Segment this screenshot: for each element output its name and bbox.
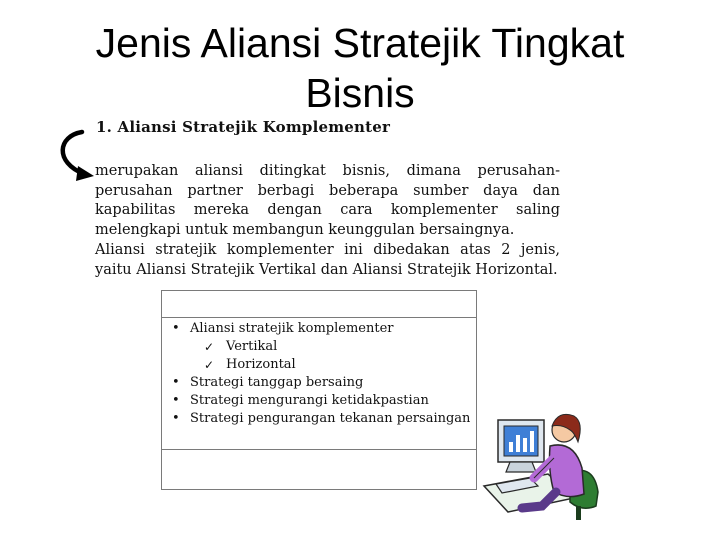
bullet-icon: •: [172, 321, 180, 336]
paragraph-types: Aliansi stratejik komplementer ini dibedakan atas 2 jenis, yaitu Aliansi Stratejik Vertikal dan Aliansi Stratejik Horizontal.: [95, 242, 560, 278]
list-item: [168, 320, 474, 338]
list-item-label: Strategi tanggap bersaing: [190, 375, 364, 390]
checkmark-icon: ✓: [204, 340, 215, 354]
list-item: [168, 410, 474, 428]
box-divider-bottom: [162, 449, 476, 450]
checkmark-icon: ✓: [204, 358, 215, 372]
sub-list-item: [168, 356, 474, 374]
slide-title: [0, 18, 720, 118]
paragraph-definition: merupakan aliansi ditingkat bisnis, dimana perusahan-perusahan partner berbagi beberapa sumber daya dan kapabilitas mereka dengan cara komplementer saling melengkapi untuk membangun keunggulan bersaingnya.: [95, 163, 560, 238]
list-item-label: Strategi mengurangi ketidakpastian: [190, 393, 429, 408]
slide-title-line1: Jenis Aliansi Stratejik Tingkat: [95, 20, 625, 66]
bullet-icon: •: [172, 375, 180, 390]
sub-list-item-label: Vertikal: [226, 339, 278, 354]
list-item-label: Aliansi stratejik komplementer: [190, 321, 394, 336]
sub-list-item-label: Horizontal: [226, 357, 296, 372]
person-at-computer-icon: [478, 402, 608, 526]
slide-title-line2: Bisnis: [305, 70, 415, 116]
summary-box: [161, 290, 477, 490]
section-heading: 1. Aliansi Stratejik Komplementer: [96, 118, 391, 136]
box-divider-top: [162, 317, 476, 318]
bullet-icon: •: [172, 393, 180, 408]
curved-arrow-icon: [52, 128, 100, 184]
bullet-icon: •: [172, 411, 180, 426]
sub-list-item: [168, 338, 474, 356]
list-item: [168, 392, 474, 410]
strategy-list: [168, 320, 474, 428]
list-item-label: Strategi pengurangan tekanan persaingan: [190, 411, 471, 426]
list-item: [168, 374, 474, 392]
